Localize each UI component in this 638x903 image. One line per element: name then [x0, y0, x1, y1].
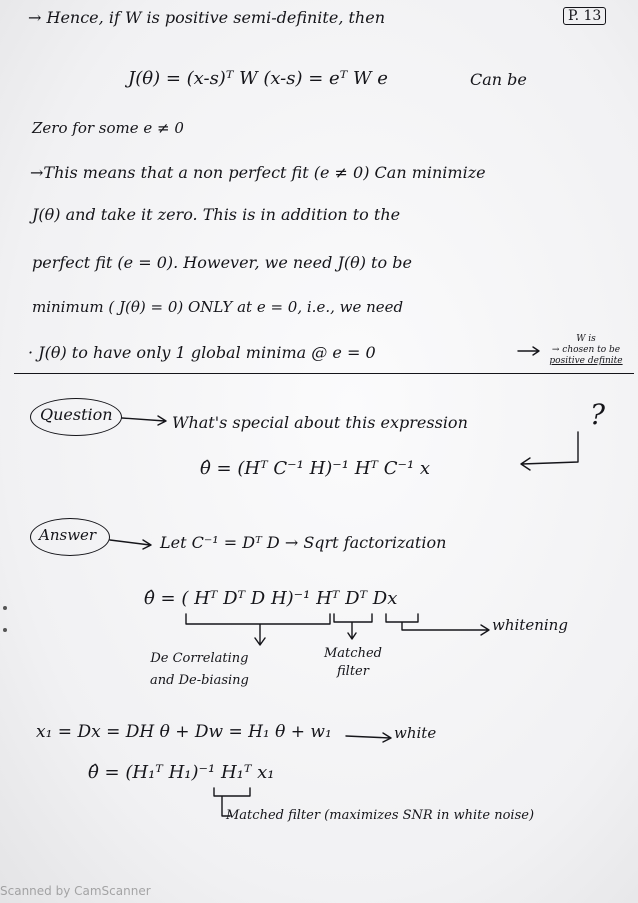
answer-factorization: Let C⁻¹ = Dᵀ D → Sqrt factorization: [160, 533, 447, 552]
side-note-line3: positive definite: [549, 356, 623, 366]
line-take-zero: J(θ) and take it zero. This is in addition to the: [32, 205, 401, 224]
whitening-brace: [386, 614, 489, 635]
answer-formula: θ̂ = ( Hᵀ Dᵀ D H)⁻¹ Hᵀ Dᵀ Dx: [144, 588, 398, 609]
decorrelating-brace: [186, 614, 330, 645]
line-means: →This means that a non perfect fit (e ≠ 0) Can minimize: [30, 163, 486, 182]
page-number: P. 13: [563, 7, 606, 25]
line-global-minima: · J(θ) to have only 1 global minima @ e = 0: [28, 343, 376, 362]
answer-arrow: [110, 540, 151, 549]
question-formula: θ̂ = (Hᵀ C⁻¹ H)⁻¹ Hᵀ C⁻¹ x: [200, 458, 431, 479]
question-arrow: [122, 416, 166, 425]
line-perfect-fit: perfect fit (e = 0). However, we need J(θ) to be: [32, 253, 412, 272]
side-note-line1: W is: [576, 334, 596, 344]
white-equation: x₁ = Dx = DH θ + Dw = H₁ θ + w₁: [36, 722, 332, 742]
question-mark: ?: [590, 398, 606, 431]
question-hook-arrow: [521, 432, 578, 470]
final-brace: [214, 788, 250, 816]
scanner-watermark: Scanned by CamScanner: [0, 884, 151, 898]
matched-brace: [334, 614, 372, 639]
line-zero: Zero for some e ≠ 0: [32, 119, 184, 137]
matched-line1: Matched: [324, 646, 382, 661]
answer-label: Answer: [39, 526, 97, 544]
side-note-arrow: [518, 347, 539, 355]
matched-line2: filter: [337, 664, 369, 679]
decorrelating-line1: De Correlating: [150, 651, 249, 666]
side-note-line2: → chosen to be: [551, 345, 621, 355]
question-label: Question: [40, 405, 113, 424]
cost-equation: J(θ) = (x-s)ᵀ W (x-s) = eᵀ W e: [128, 68, 388, 89]
final-formula: θ̂ = (H₁ᵀ H₁)⁻¹ H₁ᵀ x₁: [88, 762, 275, 783]
white-arrow: [346, 733, 391, 742]
line-hence: → Hence, if W is positive semi-definite, then: [28, 8, 385, 27]
final-note: Matched filter (maximizes SNR in white noise): [226, 808, 535, 823]
whitening-label: whitening: [492, 616, 568, 634]
decorrelating-line2: and De-biasing: [150, 673, 249, 688]
can-be-text: Can be: [470, 70, 527, 89]
white-label: white: [394, 724, 437, 742]
line-minimum: minimum ( J(θ) = 0) ONLY at e = 0, i.e., we need: [32, 298, 404, 316]
question-text: What's special about this expression: [172, 413, 468, 432]
